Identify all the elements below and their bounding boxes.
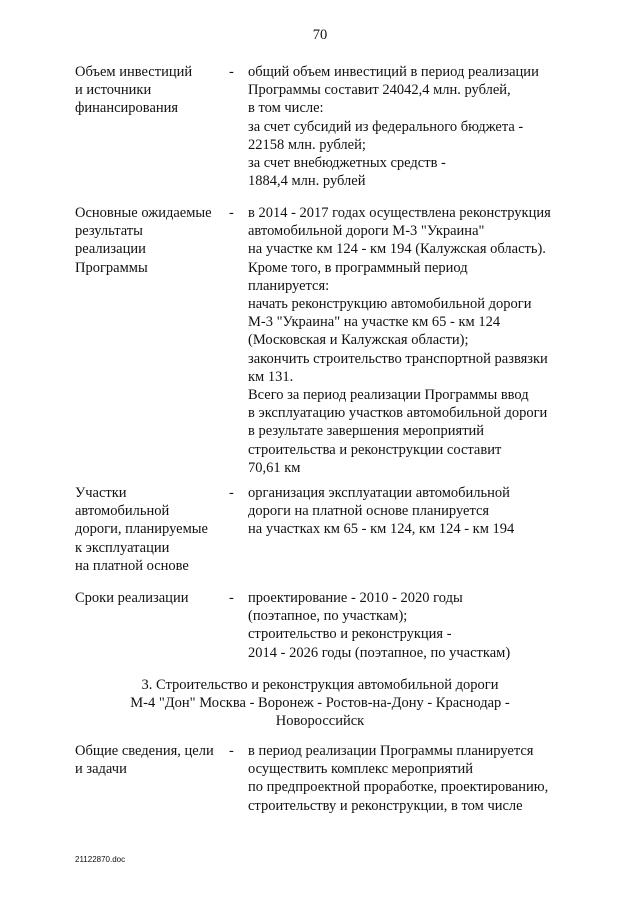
text-line: в результате завершения мероприятий (248, 423, 485, 440)
text-line: проектирование - 2010 - 2020 годы (248, 590, 463, 606)
text-line: в 2014 - 2017 годах осуществлена реконструкция (248, 205, 551, 221)
row-dash: - (229, 205, 234, 221)
text-line: начать реконструкцию автомобильной дороги (248, 296, 532, 313)
label-line: финансирования (75, 100, 179, 117)
label-line: Объем инвестиций (75, 64, 193, 80)
row-text (248, 742, 578, 815)
row-label (75, 484, 225, 575)
text-line: дороги на платной основе планируется (248, 503, 490, 520)
text-line: за счет внебюджетных средств - (248, 155, 446, 172)
text-line: км 131. (248, 368, 294, 385)
text-line: строительство и реконструкция - (248, 626, 452, 643)
text-line: Кроме того, в программный период (248, 259, 468, 276)
label-line: Участки (75, 485, 127, 501)
row-dash: - (229, 64, 234, 80)
text-line: 2014 - 2026 годы (поэтапное, по участкам) (248, 644, 511, 661)
text-line: М-3 "Украина" на участке км 65 - км 124 (248, 314, 501, 331)
label-line: и источники (75, 82, 152, 99)
label-line: и задачи (75, 761, 127, 778)
text-line: (поэтапное, по участкам); (248, 608, 408, 625)
text-line: (Московская и Калужская области); (248, 332, 469, 349)
text-line: 70,61 км (248, 459, 301, 476)
text-line: на участке км 124 - км 194 (Калужская область). (248, 241, 546, 258)
label-line: дороги, планируемые (75, 521, 208, 538)
label-line: Сроки реализации (75, 590, 189, 606)
label-line: реализации (75, 241, 146, 258)
text-line: закончить строительство транспортной развязки (248, 350, 548, 367)
text-line: строительства и реконструкции составит (248, 441, 502, 458)
text-line: 22158 млн. рублей; (248, 136, 366, 153)
row-dash: - (229, 743, 234, 759)
row-text (248, 589, 578, 662)
text-line: Всего за период реализации Программы ввод (248, 387, 529, 404)
text-line: на участках км 65 - км 124, км 124 - км 194 (248, 521, 515, 538)
text-line: строительству и реконструкции, в том числе (248, 797, 523, 814)
document-filename: 21122870.doc (75, 855, 126, 864)
label-line: Общие сведения, цели (75, 743, 214, 759)
row-text (248, 63, 578, 190)
row-label (75, 63, 225, 118)
label-line: Программы (75, 259, 148, 276)
page-number: 70 (312, 27, 328, 43)
text-line: осуществить комплекс мероприятий (248, 761, 474, 778)
row-dash: - (229, 485, 234, 501)
label-line: на платной основе (75, 557, 189, 574)
row-text (248, 484, 578, 539)
heading-line: 3. Строительство и реконструкция автомобильной дороги (141, 677, 499, 693)
label-line: результаты (75, 223, 143, 240)
row-dash: - (229, 590, 234, 606)
label-line: к эксплуатации (75, 539, 170, 556)
heading-line: Новороссийск (275, 713, 365, 730)
text-line: 1884,4 млн. рублей (248, 173, 366, 190)
row-label (75, 589, 225, 607)
section-heading (0, 676, 640, 731)
label-line: автомобильной (75, 503, 170, 520)
row-label (75, 742, 225, 778)
text-line: автомобильной дороги М-3 "Украина" (248, 223, 485, 240)
label-line: Основные ожидаемые (75, 205, 212, 221)
text-line: в период реализации Программы планируется (248, 743, 534, 759)
text-line: планируется: (248, 277, 330, 294)
text-line: по предпроектной проработке, проектированию, (248, 779, 549, 796)
text-line: в эксплуатацию участков автомобильной дороги (248, 405, 548, 422)
heading-line: М-4 "Дон" Москва - Воронеж - Ростов-на-Дону - Краснодар - (130, 695, 510, 712)
text-line: за счет субсидий из федерального бюджета - (248, 118, 524, 135)
text-line: организация эксплуатации автомобильной (248, 485, 510, 501)
row-label (75, 204, 225, 277)
text-line: Программы составит 24042,4 млн. рублей, (248, 82, 511, 99)
text-line: общий объем инвестиций в период реализации (248, 64, 539, 80)
row-text (248, 204, 578, 477)
text-line: в том числе: (248, 100, 324, 117)
